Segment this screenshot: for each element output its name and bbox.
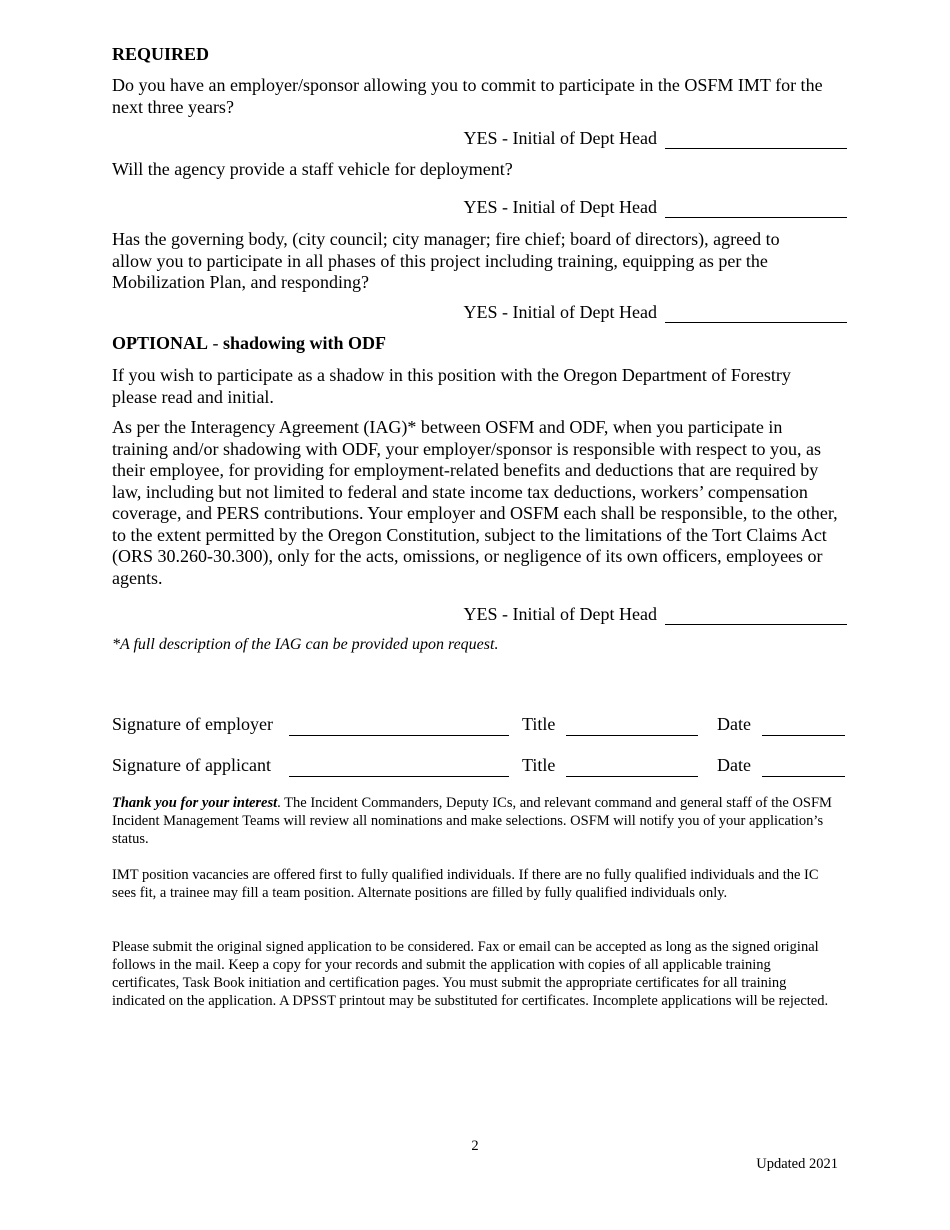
yes-initial-label: YES - Initial of Dept Head [463,197,657,217]
date-label: Date [717,755,751,775]
initial-field-2[interactable] [665,217,847,218]
required-heading: REQUIRED [112,44,210,64]
optional-heading [112,333,386,354]
submission-paragraph: Please submit the original signed application to be considered. Fax or email can be accepted as long as the signed original follows in the mail. Keep a copy for your records and submit the application with copies of all applicable training certificates, Task Book initiation and certification pages. You must submit the appropriate certificates for all training indicated on the application. A DPSST printout may be substituted for certificates. Incomplete applications will be rejected. [112,939,829,1009]
interagency-agreement-text: As per the Interagency Agreement (IAG)* between OSFM and ODF, when you participate in training and/or shadowing with ODF, your employer/sponsor is responsible with respect to you, as their employee, for providing for employment-related benefits and deductions that are required by law, including but not limited to federal and state income tax deductions, workers’ compensation coverage, and PERS contributions. Your employer and OSFM each shall be responsible, to the other, to the extent permitted by the Oregon Constitution, subject to the limitations of the Tort Claims Act (ORS 30.260-30.300), only for the acts, omissions, or negligence of its own officers, employees or agents. [112,417,838,588]
signature-applicant-label: Signature of applicant [112,755,271,775]
initial-row-2 [112,197,847,221]
signature-row-employer [112,714,847,738]
optional-intro: If you wish to participate as a shadow in this position with the Oregon Department of Forestry please read and initial. [112,365,791,407]
yes-initial-label: YES - Initial of Dept Head [463,604,657,624]
date-label: Date [717,714,751,734]
thank-you-lead: Thank you for your interest [112,795,278,811]
title-employer-field[interactable] [566,735,698,736]
thank-you-paragraph [112,794,840,848]
initial-field-1[interactable] [665,148,847,149]
question-staff-vehicle: Will the agency provide a staff vehicle for deployment? [112,159,513,179]
title-label: Title [522,714,556,734]
title-label: Title [522,755,556,775]
yes-initial-label: YES - Initial of Dept Head [463,128,657,148]
optional-heading-bold: OPTIONAL [112,333,209,353]
initial-row-4 [112,604,847,628]
signature-row-applicant [112,755,847,779]
initial-field-4[interactable] [665,624,847,625]
signature-employer-label: Signature of employer [112,714,273,734]
optional-heading-rest: shadowing with ODF [223,333,387,353]
yes-initial-label: YES - Initial of Dept Head [463,302,657,322]
iag-footnote: *A full description of the IAG can be provided upon request. [112,636,499,653]
updated-note: Updated 2021 [756,1156,838,1172]
thank-you-body: . The Incident Commanders, Deputy ICs, and relevant command and general staff of the OSFM Incident Management Teams will review all nominations and make selections. OSFM will notify you of your application’s status. [112,795,832,847]
title-applicant-field[interactable] [566,776,698,777]
initial-row-3 [112,302,847,326]
question-governing-body: Has the governing body, (city council; city manager; fire chief; board of directors), agreed to allow you to participate in all phases of this project including training, equipping as per the Mobilization Plan, and responding? [112,229,780,292]
page-number: 2 [471,1138,479,1154]
signature-applicant-field[interactable] [289,776,509,777]
signature-employer-field[interactable] [289,735,509,736]
date-employer-field[interactable] [762,735,845,736]
initial-row-1 [112,128,847,152]
question-employer-sponsor: Do you have an employer/sponsor allowing you to commit to participate in the OSFM IMT for the next three years? [112,75,823,117]
initial-field-3[interactable] [665,322,847,323]
date-applicant-field[interactable] [762,776,845,777]
optional-heading-sep: - [208,333,224,353]
vacancies-paragraph: IMT position vacancies are offered first to fully qualified individuals. If there are no fully qualified individuals and the IC sees fit, a trainee may fill a team position. Alternate positions are filled by fully qualified individuals only. [112,867,819,901]
